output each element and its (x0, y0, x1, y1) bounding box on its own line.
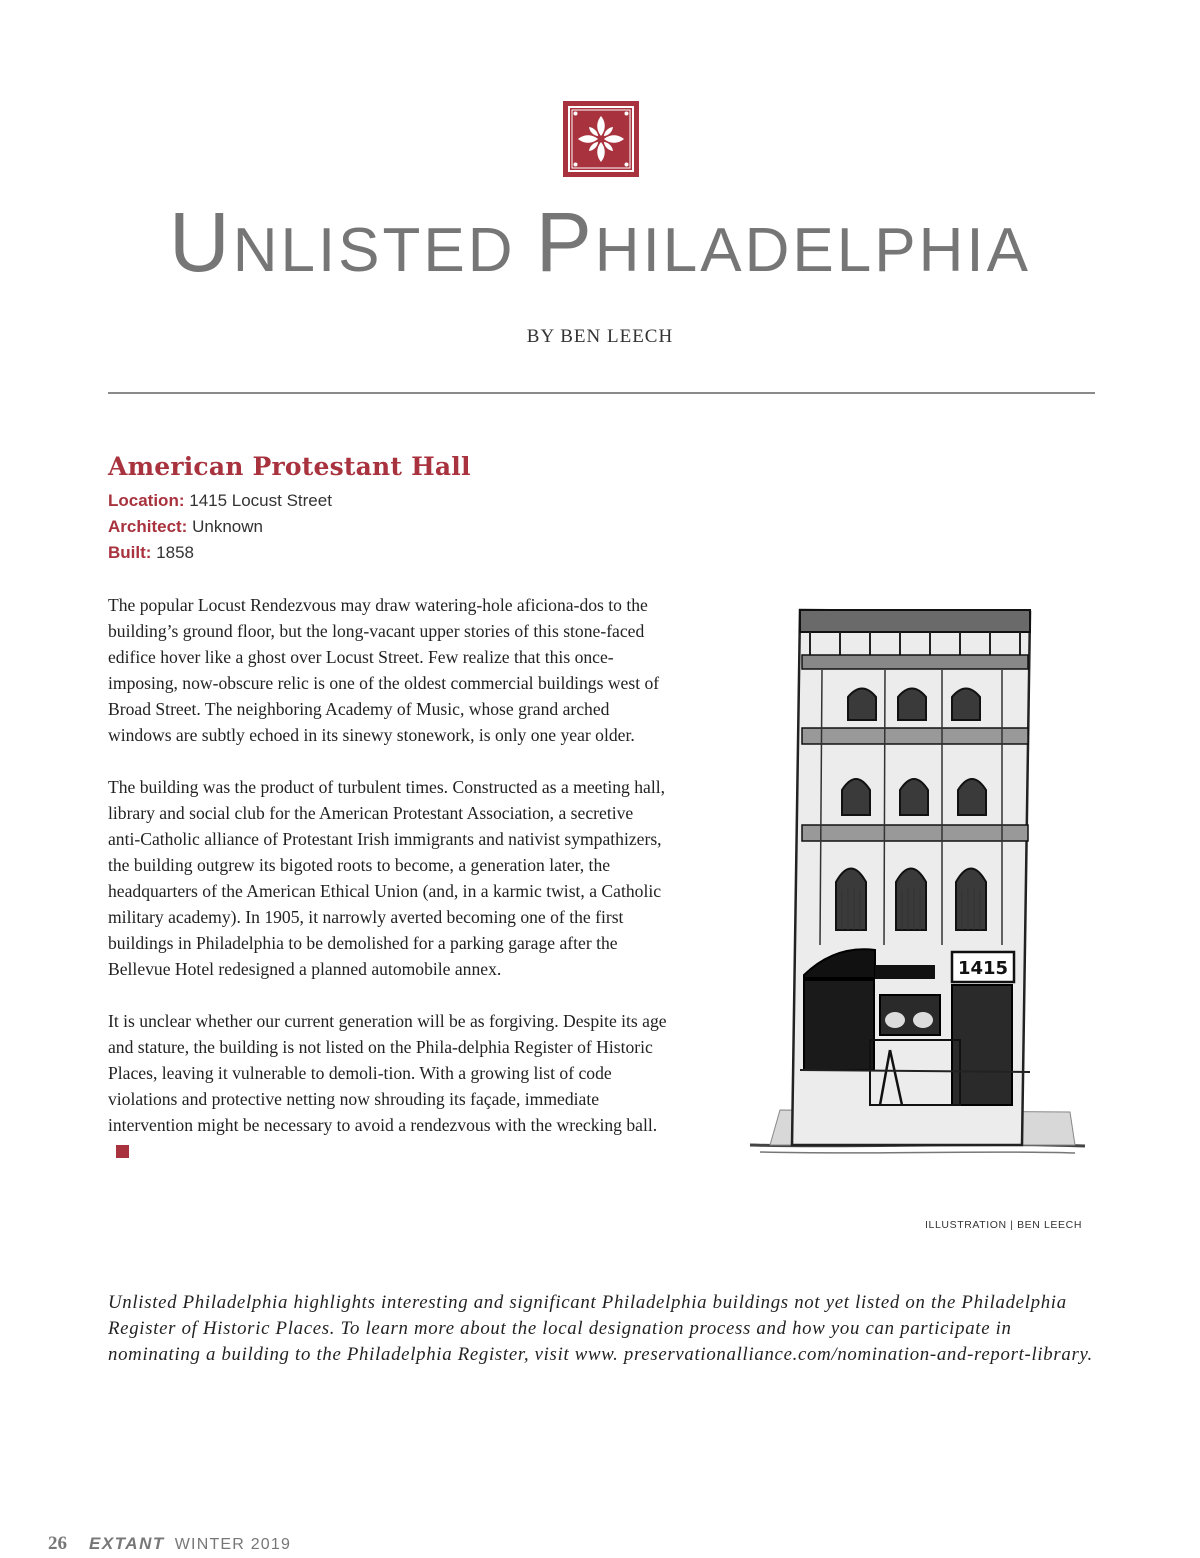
location-label: Location: (108, 491, 185, 510)
issue-label: WINTER 2019 (174, 1536, 292, 1553)
rosette-tile-icon (563, 101, 639, 177)
illustration-caption: ILLUSTRATION | BEN LEECH (925, 1219, 1082, 1231)
building-name: American Protestant Hall (108, 452, 471, 481)
address-sign-text: 1415 (957, 958, 1009, 979)
location-row (108, 488, 332, 514)
page-number: 26 (48, 1533, 67, 1554)
series-note: Unlisted Philadelphia highlights interesting and significant Philadelphia buildings not yet listed on the Philadelphia Register of Historic Places. To learn more about the local designation process and how you can participate in nominating a building to the Philadelphia Register, visit www. preservationalliance.com/nomination-and-report-library. (108, 1292, 1093, 1365)
paragraph: The building was the product of turbulent times. Constructed as a meeting hall, library and social club for the American Protestant Association, a secretive anti-Catholic alliance of Protestant Irish immigrants and nativist sympathizers, the building outgrew its bigoted roots to become, a generation later, the headquarters of the American Ethical Union (and, in a karmic twist, a Catholic military academy). In 1905, it narrowly averted becoming one of the first buildings in Philadelphia to be demolished for a parking garage after the Bellevue Hotel redesigned a planned automobile annex. (108, 777, 666, 979)
architect-value: Unknown (192, 517, 263, 536)
architect-label: Architect: (108, 517, 188, 536)
page-footer (48, 1533, 291, 1555)
building-metadata (108, 488, 332, 566)
divider (108, 392, 1095, 394)
architect-row (108, 514, 332, 540)
built-label: Built: (108, 543, 152, 562)
location-value: 1415 Locust Street (189, 491, 332, 510)
paragraph: The popular Locust Rendezvous may draw watering-hole aficiona-dos to the building’s ground floor, but the long-vacant upper stories of this stone-faced edifice hover like a ghost over Locust Street. Few realize that this once-imposing, now-obscure relic is one of the oldest commercial buildings west of Broad Street. The neighboring Academy of Music, whose grand arched windows are subtly echoed in its sinewy stonework, is only one year older. (108, 595, 660, 745)
page-title: UNLISTED PHILADELPHIA (169, 195, 1031, 289)
byline: BY BEN LEECH (526, 326, 674, 347)
building-sketch-icon (730, 600, 1100, 1170)
paragraph-final: It is unclear whether our current generation will be as forgiving. Despite its age and stature, the building is not listed on the Phila-delphia Register of Historic Places, leaving it vulnerable to demoli-tion. With a growing list of code violations and protective netting now shrouding its façade, immediate intervention might be necessary to avoid a rendezvous with the wrecking ball. (108, 1008, 668, 1164)
end-mark-icon (116, 1145, 129, 1158)
built-row (108, 540, 332, 566)
built-value: 1858 (156, 543, 194, 562)
article-body (108, 592, 668, 1190)
magazine-name: EXTANT (89, 1534, 165, 1553)
